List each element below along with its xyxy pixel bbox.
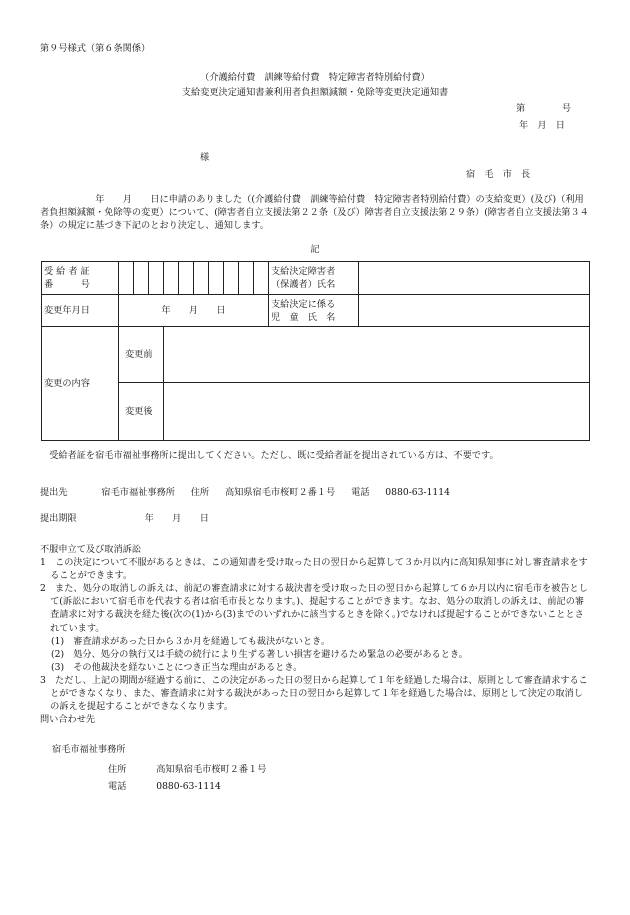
change-content-label: 変更の内容 [42, 327, 119, 441]
recipient-number-digit[interactable] [194, 262, 209, 295]
inquiry-address: 高知県宿毛市桜町２番１号 [156, 764, 267, 775]
change-date-value[interactable]: 年 月 日 [119, 295, 269, 327]
deadline-label: 提出期限 [40, 513, 77, 524]
appeal-item-3: 3 ただし、上記の期間が経過する前に、この決定があった日の翌日から起算して１年を経過した場合は、原則として審査請求することができなくなり、また、審査請求に対する裁決があった日の翌日から起算して１年を経過した場合は、原則として決定の取消しの訴えを提起することができなくなります。 [40, 674, 588, 713]
after-label: 変更後 [119, 383, 164, 441]
addressee-suffix: 様 [200, 152, 210, 163]
guardian-name-label-line2: （保護者）氏名 [271, 279, 336, 290]
recipient-number-digit[interactable] [119, 262, 134, 295]
submit-to-address-label: 住所 [190, 487, 210, 498]
inquiry-address-label: 住所 [108, 764, 127, 775]
guardian-name-label-line1: 支給決定障害者 [271, 266, 336, 277]
recipient-number-digit[interactable] [179, 262, 194, 295]
submit-to-office: 宿毛市福祉事務所 [101, 487, 175, 498]
appeal-sub-item-2: (2) 処分、処分の執行又は手続の続行により生ずる著しい損害を避けるため緊急の必要があるとき。 [51, 648, 468, 660]
recipient-number-digit[interactable] [209, 262, 224, 295]
deadline-value: 年 月 日 [144, 513, 209, 524]
recipient-number-digit[interactable] [239, 262, 254, 295]
inquiry-phone-row [108, 782, 221, 791]
inquiry-office: 宿毛市福祉事務所 [52, 744, 126, 755]
submit-to-phone-label: 電話 [351, 487, 370, 498]
inquiry-phone-label: 電話 [108, 781, 127, 792]
child-name-label [269, 295, 359, 327]
decision-table [41, 261, 590, 441]
inquiry-heading: 問い合わせ先 [40, 714, 96, 726]
document-number: 第 号 [516, 103, 572, 114]
appeal-sub-item-3: (3) その他裁決を経ないことにつき正当な理由があるとき。 [51, 661, 303, 673]
submission-notice: 受給者証を宿毛市福祉事務所に提出してください。ただし、既に受給者証を提出されている方は、不要です。 [49, 450, 499, 461]
submit-to-address: 高知県宿毛市桜町２番１号 [224, 487, 336, 498]
ki-heading: 記 [310, 244, 320, 255]
before-content-field[interactable] [164, 327, 590, 383]
title-line-2: 支給変更決定通知書兼利用者負担額減額・免除等変更決定通知書 [181, 87, 449, 98]
child-name-field[interactable] [359, 295, 590, 327]
recipient-number-digit[interactable] [149, 262, 164, 295]
child-name-label-line2: 児 童 氏 名 [271, 311, 336, 323]
form-number: 第９号様式（第６条関係） [40, 43, 151, 54]
appeal-item-1: 1 この決定について不服があるときは、この通知書を受け取った日の翌日から起算して３か月以内に高知県知事に対し審査請求をすることができます。 [40, 557, 588, 582]
deadline-row [40, 514, 209, 523]
child-name-label-line1: 支給決定に係る [271, 298, 336, 310]
submit-to-phone: 0880-63-1114 [385, 487, 450, 498]
recipient-number-label-line1: 受 給 者 証 [44, 266, 90, 277]
recipient-number-digit[interactable] [224, 262, 239, 295]
issuer-name: 宿 毛 市 長 [466, 169, 531, 180]
appeal-item-2: 2 また、処分の取消しの訴えは、前記の審査請求に対する裁決書を受け取った日の翌日から起算して６か月以内に宿毛市を被告として(訴訟において宿毛市を代表する者は宿毛市長となります。)、提起することができます。なお、処分の取消しの訴えは、前記の審査請求に対する裁決を経た後(次の(1)から(3)までのいずれかに該当するときを除く。)でなければ提起することができないこととされています。 [40, 583, 588, 634]
recipient-number-digit[interactable] [134, 262, 149, 295]
appeal-section [40, 543, 590, 726]
document-date: 年 月 日 [519, 120, 565, 131]
inquiry-phone: 0880-63-1114 [156, 781, 221, 792]
change-date-label: 変更年月日 [42, 295, 119, 327]
guardian-name-field[interactable] [359, 262, 590, 295]
recipient-number-label [42, 262, 119, 295]
recipient-number-digit[interactable] [254, 262, 269, 295]
after-content-field[interactable] [164, 383, 590, 441]
guardian-name-label [269, 262, 359, 295]
appeal-heading: 不服申立て及び取消訴訟 [40, 544, 142, 555]
recipient-number-digit[interactable] [164, 262, 179, 295]
inquiry-address-row [108, 765, 266, 774]
recipient-number-label-line2: 番 号 [44, 279, 90, 290]
body-paragraph: 年 月 日に申請のありました（(介護給付費 訓練等給付費 特定障害者特別給付費）の支給変更）(及び)（利用者負担額減額・免除等の変更）について、(障害者自立支援法第２２条（及び）障害者自立支援法第２９条）(障害者自立支援法第３４条）の規定に基づき下記のとおり決定し、通知します。 [40, 194, 589, 231]
appeal-sub-item-1: (1) 審査請求があった日から３か月を経過しても裁決がないとき。 [51, 635, 331, 647]
submit-to-label: 提出先 [40, 487, 68, 498]
before-label: 変更前 [119, 327, 164, 383]
title-line-1: （介護給付費 訓練等給付費 特定障害者特別給付費） [200, 72, 430, 83]
submit-to-row [40, 488, 450, 497]
